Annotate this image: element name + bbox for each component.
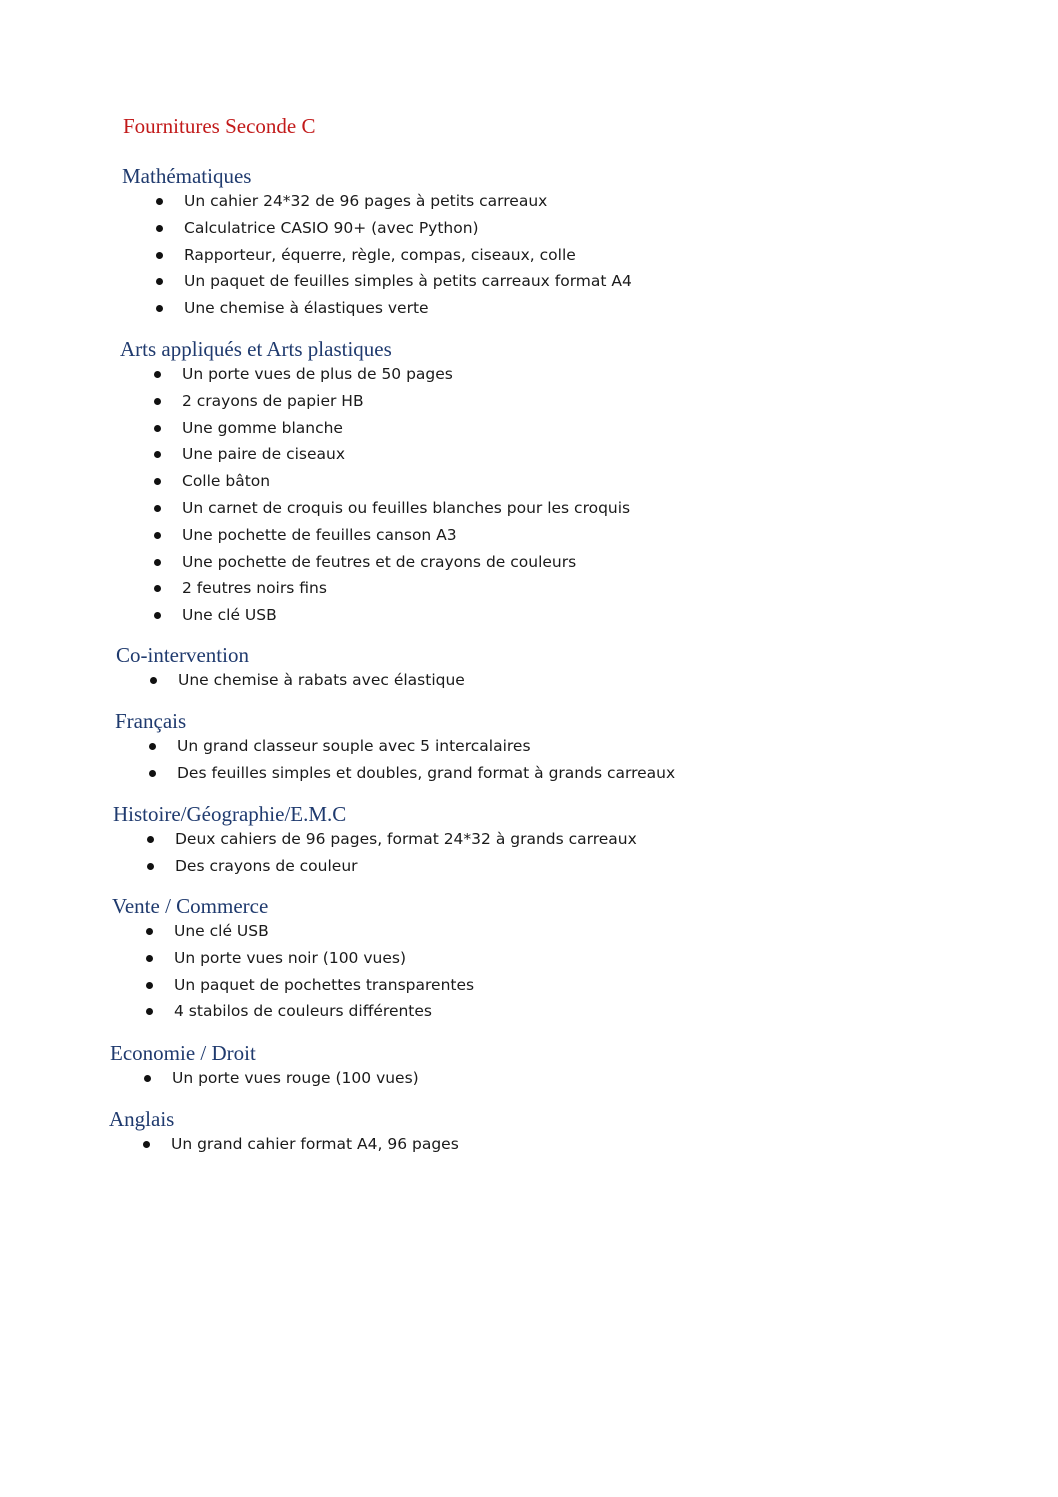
item-list (120, 361, 820, 629)
bullet-icon (156, 305, 163, 312)
section-heading: Co-intervention (116, 643, 249, 667)
section-histoire-geographie-e-m-c (113, 802, 813, 880)
section-mathematiques (122, 164, 822, 322)
list-item (112, 998, 812, 1025)
bullet-icon (154, 585, 161, 592)
item-text: Un paquet de pochettes transparentes (174, 975, 475, 994)
section-arts-appliques-et-arts-plastiques (120, 337, 820, 629)
list-item (109, 1131, 809, 1158)
list-item (115, 760, 815, 787)
bullet-icon (147, 863, 154, 870)
item-text: Rapporteur, équerre, règle, compas, ciseaux, colle (184, 245, 576, 264)
item-text: Calculatrice CASIO 90+ (avec Python) (184, 218, 479, 237)
section-heading: Economie / Droit (110, 1041, 256, 1065)
section-co-intervention (116, 643, 816, 694)
bullet-icon (144, 1075, 151, 1082)
list-item (112, 918, 812, 945)
item-text: Un porte vues noir (100 vues) (174, 948, 406, 967)
item-text: Un cahier 24*32 de 96 pages à petits carreaux (184, 192, 548, 210)
section-vente-commerce (112, 894, 812, 1025)
item-list (116, 667, 816, 694)
item-list (112, 918, 812, 1025)
item-text: Deux cahiers de 96 pages, format 24*32 à grands carreaux (175, 830, 637, 848)
bullet-icon (154, 478, 161, 485)
section-economie-droit (110, 1041, 810, 1092)
item-text: Un grand cahier format A4, 96 pages (171, 1135, 459, 1153)
list-item (116, 667, 816, 694)
item-text: Une gomme blanche (182, 418, 343, 437)
document-title: Fournitures Seconde C (123, 114, 316, 138)
list-item (122, 188, 822, 215)
bullet-icon (156, 198, 163, 205)
list-item (120, 441, 820, 468)
list-item (122, 242, 822, 269)
bullet-icon (146, 1008, 153, 1015)
item-text: Une chemise à rabats avec élastique (178, 671, 465, 689)
bullet-icon (143, 1141, 150, 1148)
bullet-icon (154, 398, 161, 405)
item-text: Une paire de ciseaux (182, 445, 346, 464)
bullet-icon (146, 982, 153, 989)
item-text: Une clé USB (174, 922, 269, 940)
list-item (110, 1065, 810, 1092)
bullet-icon (156, 278, 163, 285)
list-item (122, 215, 822, 242)
list-item (120, 388, 820, 415)
section-anglais (109, 1107, 809, 1158)
list-item (120, 495, 820, 522)
section-heading: Mathématiques (122, 164, 252, 188)
bullet-icon (156, 225, 163, 232)
list-item (120, 549, 820, 576)
item-list (109, 1131, 809, 1158)
list-item (122, 295, 822, 322)
list-item (120, 575, 820, 602)
item-text: Un porte vues rouge (100 vues) (172, 1069, 419, 1087)
section-heading: Français (115, 709, 187, 733)
item-text: Une clé USB (182, 606, 277, 625)
item-text: 4 stabilos de couleurs différentes (174, 1002, 432, 1021)
bullet-icon (149, 743, 156, 750)
section-heading: Vente / Commerce (112, 894, 269, 918)
item-text: 2 crayons de papier HB (182, 391, 364, 410)
bullet-icon (154, 612, 161, 619)
list-item (120, 361, 820, 388)
list-item (113, 826, 813, 853)
bullet-icon (154, 451, 161, 458)
item-list (115, 733, 815, 787)
list-item (120, 602, 820, 629)
list-item (120, 415, 820, 442)
bullet-icon (149, 770, 156, 777)
section-heading: Histoire/Géographie/E.M.C (113, 802, 347, 826)
item-text: Un porte vues de plus de 50 pages (182, 365, 453, 383)
list-item (120, 522, 820, 549)
section-francais (115, 709, 815, 787)
bullet-icon (154, 371, 161, 378)
item-text: Une pochette de feutres et de crayons de couleurs (182, 552, 577, 571)
item-text: Un grand classeur souple avec 5 intercalaires (177, 737, 531, 755)
section-heading: Arts appliqués et Arts plastiques (120, 337, 392, 361)
item-list (113, 826, 813, 880)
bullet-icon (156, 252, 163, 259)
item-text: Une chemise à élastiques verte (184, 299, 429, 318)
bullet-icon (146, 928, 153, 935)
item-text: Un carnet de croquis ou feuilles blanches pour les croquis (182, 498, 631, 517)
item-text: 2 feutres noirs fins (182, 579, 327, 598)
list-item (120, 468, 820, 495)
list-item (115, 733, 815, 760)
list-item (112, 972, 812, 999)
bullet-icon (147, 836, 154, 843)
bullet-icon (154, 505, 161, 512)
item-text: Colle bâton (182, 472, 271, 491)
item-text: Des crayons de couleur (175, 856, 358, 875)
item-list (122, 188, 822, 322)
bullet-icon (154, 425, 161, 432)
bullet-icon (146, 955, 153, 962)
section-heading: Anglais (109, 1107, 175, 1131)
list-item (113, 853, 813, 880)
item-text: Une pochette de feuilles canson A3 (182, 525, 457, 544)
bullet-icon (150, 677, 157, 684)
list-item (112, 945, 812, 972)
item-list (110, 1065, 810, 1092)
bullet-icon (154, 559, 161, 566)
item-text: Des feuilles simples et doubles, grand format à grands carreaux (177, 763, 676, 782)
list-item (122, 268, 822, 295)
bullet-icon (154, 532, 161, 539)
item-text: Un paquet de feuilles simples à petits carreaux format A4 (184, 272, 632, 291)
